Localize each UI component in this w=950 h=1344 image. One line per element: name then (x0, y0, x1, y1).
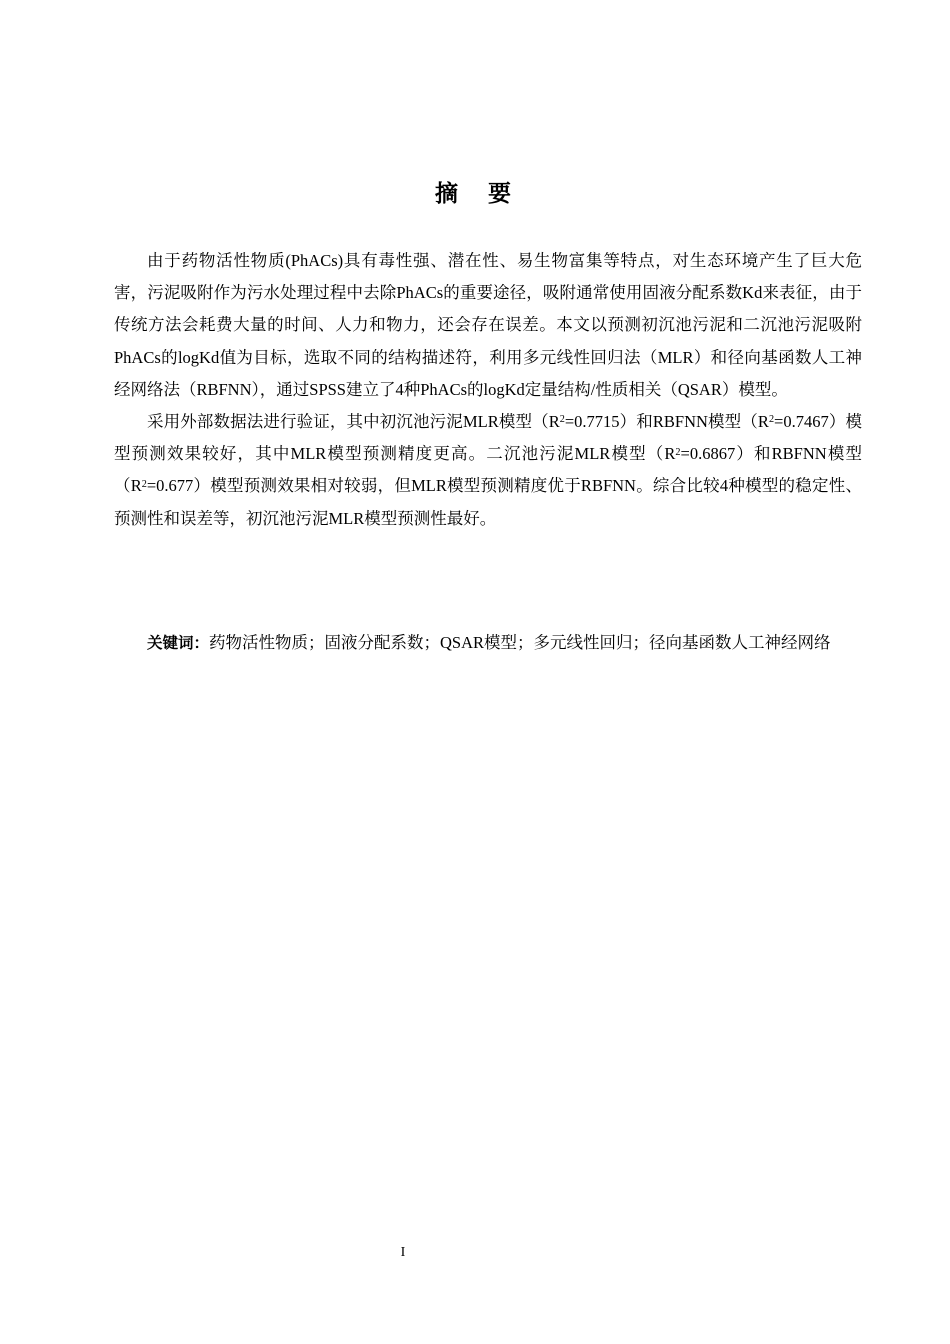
paragraph-2-text-segment: =0.7467）模型预测效果较好，其中MLR模型预测精度更高。二沉池污泥MLR模型（R (114, 412, 862, 464)
keywords (114, 627, 862, 659)
paragraph-2-text-segment: =0.7715）和RBFNN模型（R (564, 412, 769, 432)
abstract-paragraph-1 (114, 245, 862, 406)
paragraph-2-text-segment: =0.677）模型预测效果相对较弱，但MLR模型预测精度优于RBFNN。综合比较4种模型的稳定性、预测性和误差等，初沉池污泥MLR模型预测性最好。 (114, 476, 862, 528)
keywords-text: 药物活性物质；固液分配系数；QSAR模型；多元线性回归；径向基函数人工神经网络 (209, 633, 831, 652)
abstract-title: 摘要 (435, 181, 541, 207)
abstract-body (114, 245, 862, 535)
keywords-label: 关键词： (147, 634, 210, 652)
paragraph-2-text-segment: 采用外部数据法进行验证，其中初沉池污泥MLR模型（R (147, 412, 560, 432)
paragraph-1-text: 由于药物活性物质(PhACs)具有毒性强、潜在性、易生物富集等特点，对生态环境产生了巨大危害，污泥吸附作为污水处理过程中去除PhACs的重要途径，吸附通常使用固液分配系数Kd来表征，由于传统方法会耗费大量的时间、人力和物力，还会存在误差。本文以预测初沉池污泥和二沉池污泥吸附PhACs的logKd值为目标，选取不同的结构描述符，利用多元线性回归法（MLR）和径向基函数人工神经网络法（RBFNN），通过SPSS建立了4种PhACs的logKd定量结构/性质相关（QSAR）模型。 (114, 251, 862, 399)
superscript-2: 2 (768, 414, 775, 426)
superscript-2: 2 (141, 478, 147, 490)
superscript-2: 2 (559, 414, 565, 426)
abstract-paragraph-2 (114, 406, 862, 535)
page-number: I (400, 1245, 406, 1260)
paragraph-2-text-segment: =0.6867）和RBFNN模型（R (114, 444, 862, 496)
superscript-2: 2 (675, 446, 681, 458)
